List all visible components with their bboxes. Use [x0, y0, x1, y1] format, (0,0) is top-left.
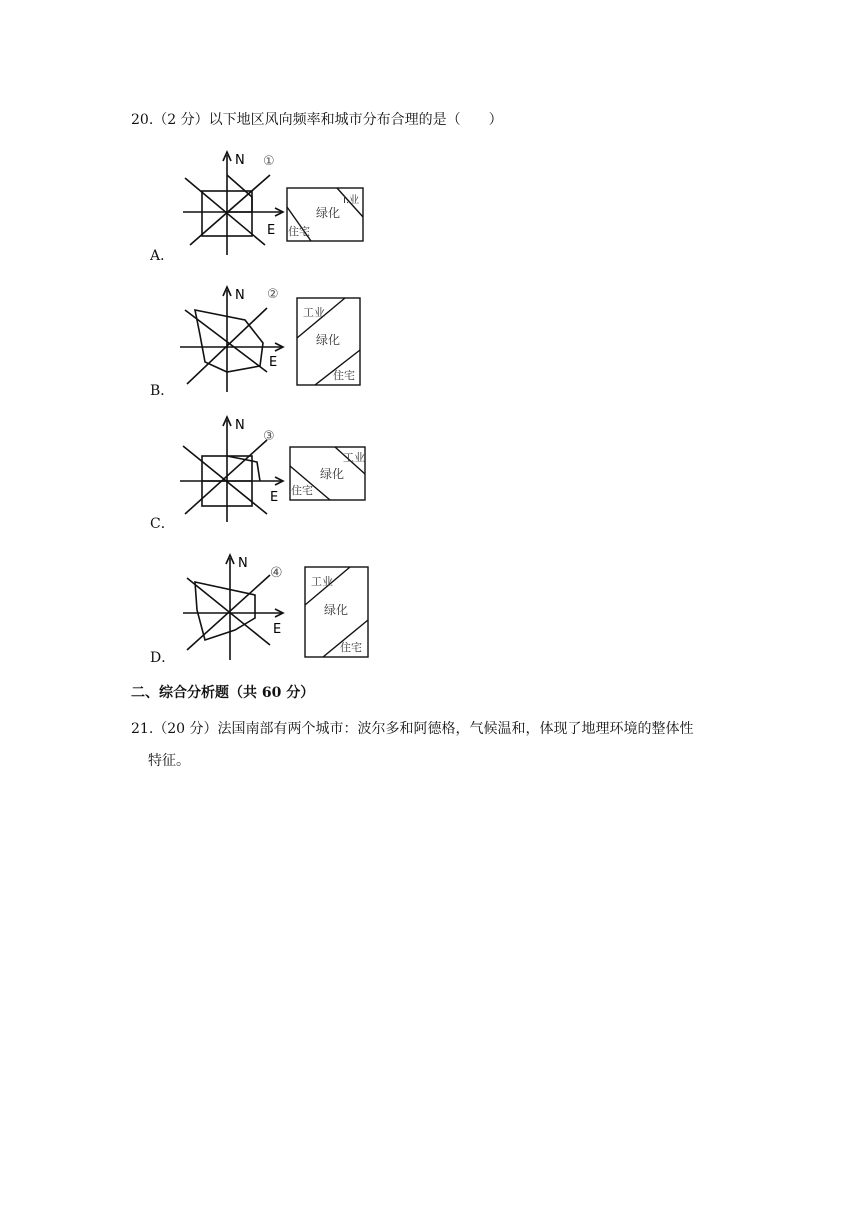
option-c-figure — [175, 410, 375, 530]
greenbelt-label: 绿化 — [316, 333, 341, 347]
east-label: E — [273, 622, 282, 637]
option-c-letter: C． — [150, 516, 175, 532]
question-21-line2: 特征。 — [148, 753, 190, 769]
industry-label: 工业 — [343, 451, 365, 464]
city-layout-box — [305, 567, 368, 657]
diagram-number: ③ — [263, 429, 275, 444]
question-21-line1: 21.（20 分）法国南部有两个城市：波尔多和阿德格，气候温和，体现了地理环境的整体性 — [131, 721, 694, 737]
option-a-figure — [175, 145, 375, 265]
residential-label: 住宅 — [333, 369, 355, 382]
diagram-number: ② — [267, 287, 279, 302]
city-layout-box — [287, 188, 363, 241]
city-layout-box — [290, 447, 365, 500]
east-label: E — [267, 223, 276, 238]
industry-label: I.业 — [343, 195, 360, 206]
east-label: E — [270, 490, 279, 505]
residential-label: 住宅 — [340, 641, 362, 654]
city-layout-box — [297, 298, 360, 385]
option-b-letter: B． — [150, 383, 175, 399]
option-a-letter: A． — [150, 248, 175, 264]
option-d-letter: D． — [150, 650, 176, 666]
residential-label: 住宅 — [288, 225, 310, 238]
north-label: N — [238, 556, 248, 571]
greenbelt-label: 绿化 — [324, 603, 349, 617]
greenbelt-label: 绿化 — [320, 467, 345, 481]
east-label: E — [269, 355, 278, 370]
greenbelt-label: 绿化 — [316, 206, 341, 220]
option-d-figure — [175, 550, 375, 665]
option-b-figure — [175, 280, 375, 400]
diagram-number: ① — [263, 154, 275, 169]
residential-label: 住宅 — [291, 484, 313, 497]
north-label: N — [235, 418, 245, 433]
north-label: N — [235, 153, 245, 168]
industry-label: 工业 — [311, 575, 333, 588]
section-heading: 二、综合分析题（共 60 分） — [131, 685, 315, 701]
question-20-stem: 20.（2 分）以下地区风向频率和城市分布合理的是（ ） — [131, 112, 503, 128]
diagram-number: ④ — [270, 565, 283, 581]
industry-label: 工业 — [303, 306, 325, 319]
north-label: N — [235, 288, 245, 303]
